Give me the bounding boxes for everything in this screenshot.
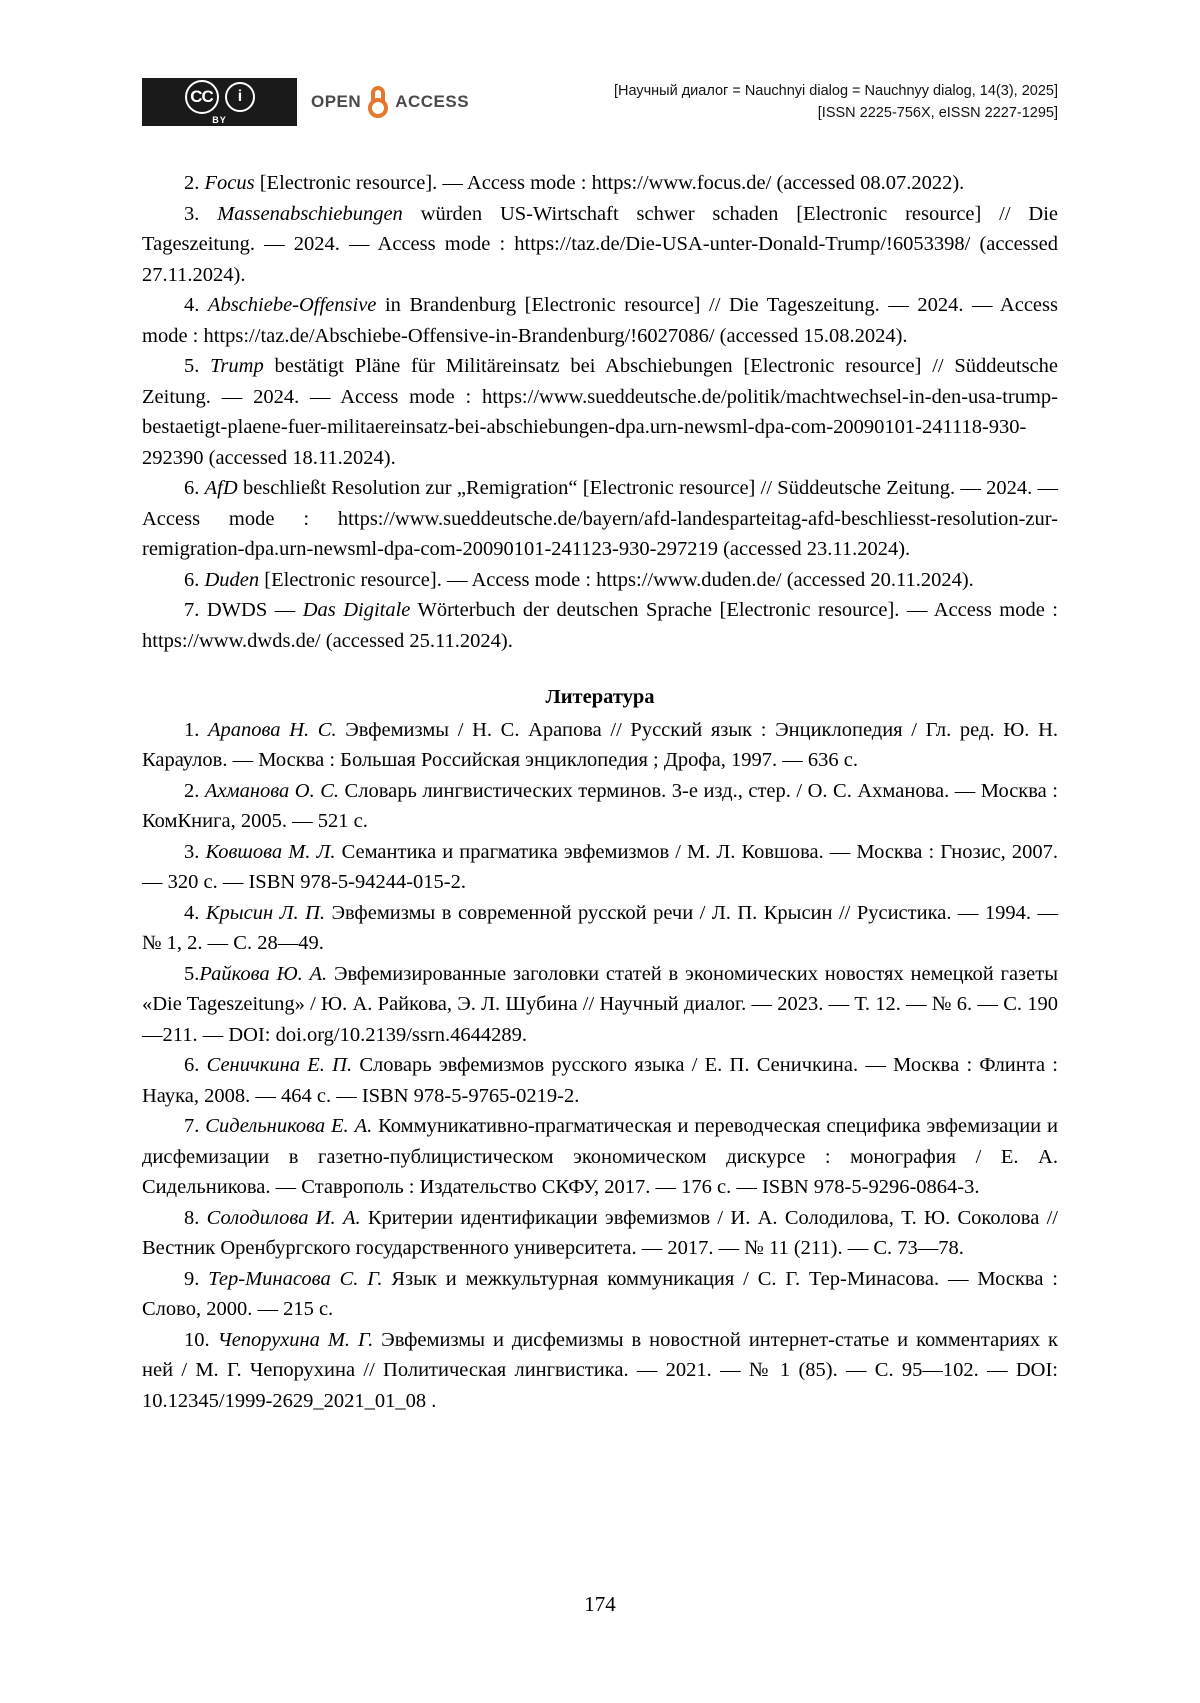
ref-number: 2. bbox=[184, 172, 205, 194]
access-label: ACCESS bbox=[395, 92, 470, 111]
reference-item bbox=[142, 199, 1058, 291]
lit-number: 6. bbox=[184, 1054, 207, 1076]
literature-item bbox=[142, 1203, 1058, 1264]
journal-info bbox=[614, 80, 1058, 124]
lit-author-italic: Ахманова О. С. bbox=[204, 779, 340, 802]
literature-item bbox=[142, 837, 1058, 898]
lit-body: Словарь лингвистических терминов. 3-е изд., стер. / О. С. Ахманова. — Москва : КомКнига, 2005. — 521 с. bbox=[142, 779, 1058, 832]
literature-item bbox=[142, 898, 1058, 959]
cc-letters: CC bbox=[185, 80, 219, 114]
cc-by-label: BY bbox=[212, 114, 227, 125]
literature-item bbox=[142, 1264, 1058, 1325]
lit-author-italic: Сидельникова Е. А. bbox=[205, 1115, 373, 1137]
lit-author-italic: Райкова Ю. А. bbox=[199, 962, 328, 985]
lit-author-italic: Сеничкина Е. П. bbox=[206, 1054, 353, 1076]
ref-title-italic: Massenabschiebungen bbox=[217, 202, 403, 225]
lit-body: Семантика и прагматика эвфемизмов / М. Л. Ковшова. — Москва : Гнозис, 2007. — 320 с. — ISBN 978-5-94244-015-2. bbox=[142, 840, 1058, 893]
literature-item bbox=[142, 715, 1058, 776]
cc-attribution-icon: i bbox=[225, 82, 255, 112]
literature-item bbox=[142, 776, 1058, 837]
lit-author-italic: Чепорухина М. Г. bbox=[217, 1328, 374, 1351]
ref-body: in Brandenburg [Electronic resource] // Die Tageszeitung. — 2024. — Access mode : https://taz.de/Abschiebe-Offensive-in-Brandenburg/!6027086/ (accessed 15.08.2024). bbox=[142, 294, 1058, 347]
ref-body: [Electronic resource]. — Access mode : https://www.duden.de/ (accessed 20.11.2024). bbox=[259, 568, 974, 591]
reference-item bbox=[142, 351, 1058, 473]
ref-body: beschließt Resolution zur „Remigration“ [Electronic resource] // Süddeutsche Zeitung. — 2024. — Access mode : https://www.sueddeutsche.de/bayern/afd-landesparteitag-afd-beschliesst-resolution-zur-remigration-dpa.urn-newsml-dpa-com-20090101-241123-930-297219 (accessed 23.11.2024). bbox=[142, 477, 1058, 560]
ref-number: 6. bbox=[184, 477, 205, 499]
creative-commons-icon bbox=[142, 78, 297, 126]
lit-number: 10. bbox=[184, 1328, 218, 1351]
lit-body: Эвфемизированные заголовки статей в экономических новостях немецкой газеты «Die Tageszeitung» / Ю. А. Райкова, Э. Л. Шубина // Научный диалог. — 2023. — Т. 12. — № 6. — С. 190—211. — DOI: doi.org/10.2139/ssrn.4644289. bbox=[142, 962, 1058, 1046]
literature-item bbox=[142, 1050, 1058, 1111]
ref-body: würden US-Wirtschaft schwer schaden [Electronic resource] // Die Tageszeitung. — 2024. — Access mode : https://taz.de/Die-USA-unter-Donald-Trump/!6053398/ (accessed 27.11.2024). bbox=[142, 202, 1058, 286]
lit-body: Словарь эвфемизмов русского языка / Е. П. Сеничкина. — Москва : Флинта : Наука, 2008. — 464 с. — ISBN 978-5-9765-0219-2. bbox=[142, 1054, 1059, 1107]
lit-body: Коммуникативно-прагматическая и переводческая специфика эвфемизации и дисфемизации в газетно-публицистическом экономическом дискурсе : монография / Е. А. Сидельникова. — Ставрополь : Издательство СКФУ, 2017. — 176 с. — ISBN 978-5-9296-0864-3. bbox=[142, 1115, 1059, 1198]
ref-number: 6. bbox=[184, 568, 205, 591]
literature-item bbox=[142, 1111, 1058, 1203]
lit-number: 3. bbox=[184, 840, 206, 863]
reference-item bbox=[142, 595, 1058, 656]
sources-list bbox=[142, 168, 1058, 656]
reference-item bbox=[142, 168, 1058, 199]
lit-author-italic: Ковшова М. Л. bbox=[205, 840, 336, 863]
ref-title-italic: AfD bbox=[204, 477, 238, 499]
journal-title-line: [Научный диалог = Nauchnyi dialog = Nauchnyy dialog, 14(3), 2025] bbox=[613, 83, 1058, 99]
lit-number: 9. bbox=[184, 1267, 209, 1290]
ref-title-italic: Focus bbox=[204, 172, 255, 194]
ref-title-italic: Duden bbox=[204, 568, 260, 591]
lit-number: 1. bbox=[184, 718, 209, 741]
literature-item bbox=[142, 1325, 1058, 1417]
open-lock-icon bbox=[368, 86, 388, 118]
lit-number: 7. bbox=[184, 1115, 206, 1137]
section-title-literature: Литература bbox=[545, 686, 655, 708]
lit-body: Эвфемизмы в современной русской речи / Л. П. Крысин // Русистика. — 1994. — № 1, 2. — С. 28—49. bbox=[142, 901, 1058, 954]
ref-body: [Electronic resource]. — Access mode : https://www.focus.de/ (accessed 08.07.2022). bbox=[254, 172, 965, 194]
lit-body: Эвфемизмы и дисфемизмы в новостной интернет-статье и комментариях к ней / М. Г. Чепорухина // Политическая лингвистика. — 2021. — № 1 (85). — С. 95—102. — DOI: 10.12345/1999-2629_2021_01_08 . bbox=[142, 1328, 1058, 1412]
lit-number: 4. bbox=[184, 901, 206, 924]
literature-list bbox=[142, 715, 1058, 1417]
lit-author-italic: Тер-Минасова С. Г. bbox=[208, 1267, 383, 1290]
ref-title-italic: Das Digitale bbox=[302, 599, 411, 621]
ref-number: 7. DWDS — bbox=[184, 599, 303, 621]
ref-title-italic: Abschiebe-Offensive bbox=[207, 294, 377, 316]
literature-item bbox=[142, 959, 1058, 1051]
lit-author-italic: Арапова Н. С. bbox=[208, 718, 337, 741]
ref-number: 3. bbox=[184, 202, 218, 225]
ref-number: 4. bbox=[184, 294, 208, 316]
lit-number: 2. bbox=[184, 779, 205, 802]
lit-number: 8. bbox=[184, 1206, 207, 1229]
reference-item bbox=[142, 290, 1058, 351]
open-access-mark bbox=[297, 78, 469, 126]
reference-item bbox=[142, 473, 1058, 565]
reference-item bbox=[142, 565, 1058, 596]
ref-body: Wörterbuch der deutschen Sprache [Electronic resource]. — Access mode : https://www.dwds.de/ (accessed 25.11.2024). bbox=[142, 599, 1058, 652]
ref-body: bestätigt Pläne für Militäreinsatz bei Abschiebungen [Electronic resource] // Süddeutsche Zeitung. — 2024. — Access mode : https://www.sueddeutsche.de/politik/machtwechsel-in-den-usa-trump-bestaetigt-plaene-fuer-militaereinsatz-bei-abschiebungen-dpa.urn-newsml-dpa-com-20090101-241118-930-292390 (accessed 18.11.2024). bbox=[142, 355, 1058, 469]
lit-number: 5. bbox=[184, 962, 200, 985]
references-content bbox=[142, 168, 1058, 1416]
lit-author-italic: Солодилова И. А. bbox=[206, 1206, 361, 1229]
lit-body: Язык и межкультурная коммуникация / С. Г. Тер-Минасова. — Москва : Слово, 2000. — 215 с. bbox=[142, 1267, 1058, 1320]
open-access-badge bbox=[142, 78, 469, 126]
open-label: OPEN bbox=[311, 92, 362, 111]
page-number: 174 bbox=[584, 1592, 616, 1616]
ref-number: 5. bbox=[184, 355, 211, 377]
lit-author-italic: Крысин Л. П. bbox=[205, 901, 326, 924]
page-header bbox=[142, 78, 1058, 134]
ref-title-italic: Trump bbox=[210, 355, 264, 377]
lit-body: Критерии идентификации эвфемизмов / И. А. Солодилова, Т. Ю. Соколова // Вестник Оренбургского государственного университета. — 2017. — № 11 (211). — С. 73—78. bbox=[142, 1206, 1058, 1259]
lit-body: Эвфемизмы / Н. С. Арапова // Русский язык : Энциклопедия / Гл. ред. Ю. Н. Караулов. — Москва : Большая Российская энциклопедия ; Дрофа, 1997. — 636 с. bbox=[142, 718, 1059, 771]
journal-issn-line: [ISSN 2225-756X, eISSN 2227-1295] bbox=[817, 105, 1058, 121]
